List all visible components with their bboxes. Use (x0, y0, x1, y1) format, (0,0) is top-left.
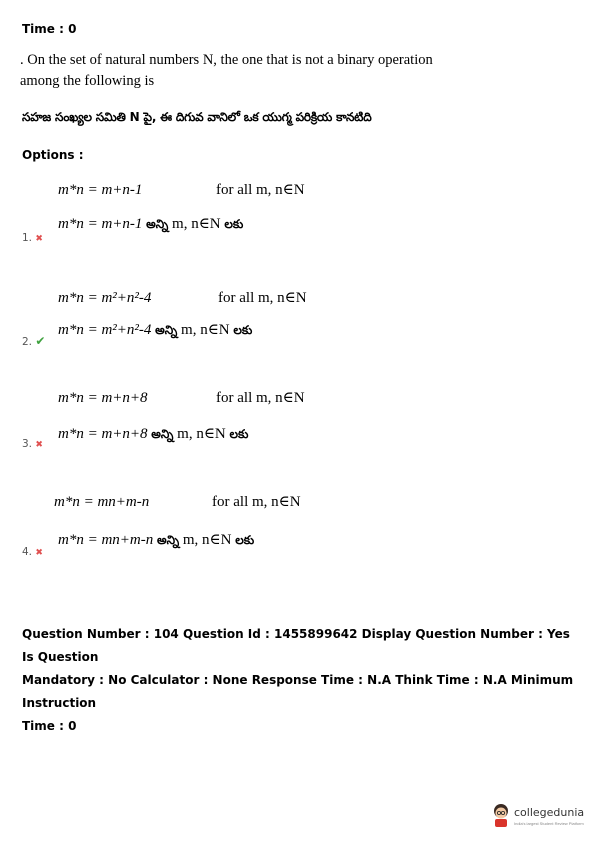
question-text-telugu: సహజ సంఖ్యల సమితి N పై, ఈ దిగువ వానిలో ఒక యుగ్మ పరిక్రియ కానటిది (22, 110, 372, 124)
option-1-number: 1. ✖ (22, 232, 43, 244)
question-text-english: . On the set of natural numbers N, the one that is not a binary operation among the following is (20, 52, 433, 89)
option-2-expression-repeat: m*n = m²+n²-4 (58, 322, 152, 338)
option-1-english-line (58, 180, 305, 199)
option-4-telugu-line: m*n = mn+m-n అన్ని m, n∈N లకు (58, 532, 255, 548)
question-metadata: Question Number : 104 Question Id : 1455899642 Display Question Number : Yes Is Question Mandatory : No Calculator : None Response Time : N.A Think Time : N.A Minimum Instruction Time : 0 (22, 627, 574, 733)
options-label: Options : (22, 148, 84, 162)
option-2-expression: m*n = m²+n²-4 (58, 290, 152, 306)
option-1-expression: m*n = m+n-1 (58, 182, 143, 198)
option-3-english-line (58, 388, 305, 407)
option-1-telugu-line: m*n = m+n-1 అన్ని m, n∈N లకు (58, 216, 244, 232)
option-3-condition: for all m, n∈N (216, 390, 305, 406)
option-2-telugu-line: m*n = m²+n²-4 అన్ని m, n∈N లకు (58, 322, 253, 338)
option-3-expression: m*n = m+n+8 (58, 390, 148, 406)
mascot-icon (490, 802, 512, 828)
logo-name: collegedunia (514, 806, 585, 819)
wrong-icon: ✖ (35, 548, 43, 558)
option-4-condition: for all m, n∈N (212, 494, 301, 510)
option-1-condition: for all m, n∈N (216, 182, 305, 198)
option-4-number: 4. ✖ (22, 546, 43, 558)
option-4-expression: m*n = mn+m-n (54, 494, 150, 510)
option-4-english-line (54, 492, 301, 511)
option-3-expression-repeat: m*n = m+n+8 (58, 426, 148, 442)
option-2-english-line (58, 288, 307, 307)
option-3-telugu-line: m*n = m+n+8 అన్ని m, n∈N లకు (58, 426, 249, 442)
logo-tagline: India's largest Student Review Platform (514, 821, 584, 826)
option-4-expression-repeat: m*n = mn+m-n (58, 532, 154, 548)
option-1-expression-repeat: m*n = m+n-1 (58, 216, 143, 232)
option-3-number: 3. ✖ (22, 438, 43, 450)
wrong-icon: ✖ (35, 234, 43, 244)
option-2-condition: for all m, n∈N (218, 290, 307, 306)
time-label: Time : 0 (22, 22, 77, 36)
collegedunia-logo (490, 800, 590, 832)
option-2-number: 2. ✔ (22, 334, 46, 348)
wrong-icon: ✖ (35, 440, 43, 450)
correct-check-icon: ✔ (35, 334, 46, 348)
